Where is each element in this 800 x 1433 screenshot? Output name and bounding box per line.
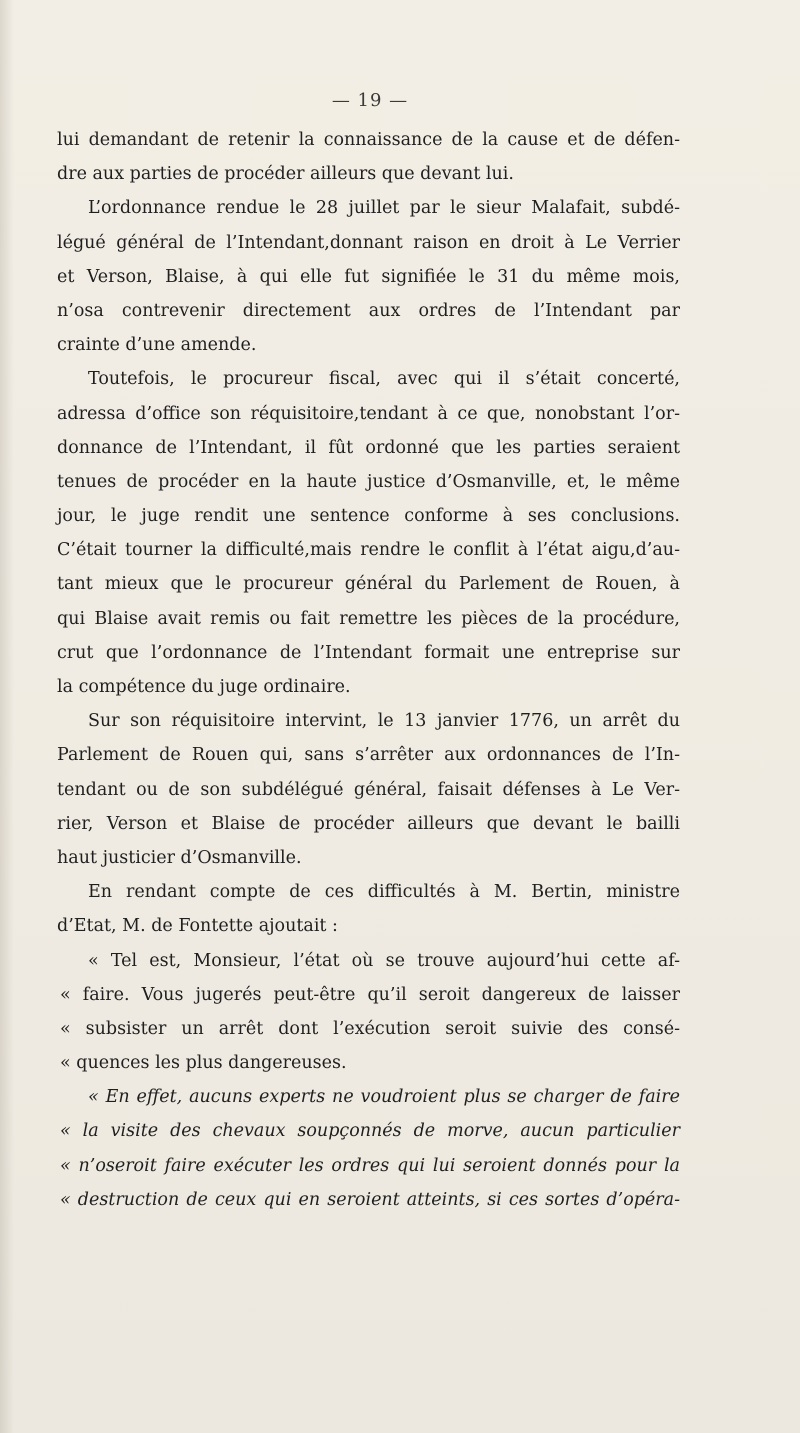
text-line: légué général de l’Intendant,donnant raison en droit à Le Verrier: [57, 232, 680, 253]
text-line: « destruction de ceux qui en seroient atteints, si ces sortes d’opéra-: [60, 1189, 680, 1210]
text-line: rier, Verson et Blaise de procéder ailleurs que devant le bailli: [57, 813, 680, 834]
text-line: dre aux parties de procéder ailleurs que devant lui.: [57, 164, 514, 185]
text-line: « En effet, aucuns experts ne voudroient plus se charger de faire: [88, 1087, 680, 1108]
body-text: [57, 123, 680, 1217]
text-line: d’Etat, M. de Fontette ajoutait :: [57, 916, 338, 937]
text-line: crut que l’ordonnance de l’Intendant formait une entreprise sur: [57, 642, 680, 663]
text-line: la compétence du juge ordinaire.: [57, 677, 351, 697]
text-line: jour, le juge rendit une sentence conforme à ses conclusions.: [57, 506, 680, 527]
text-line: tenues de procéder en la haute justice d’Osmanville, et, le même: [57, 471, 680, 492]
text-line: tendant ou de son subdélégué général, faisait défenses à Le Ver-: [57, 779, 680, 800]
text-line: Sur son réquisitoire intervint, le 13 janvier 1776, un arrêt du: [88, 711, 680, 732]
text-line: adressa d’office son réquisitoire,tendant à ce que, nonobstant l’or-: [57, 403, 680, 424]
text-line: qui Blaise avait remis ou fait remettre les pièces de la procédure,: [57, 608, 680, 629]
text-line: « subsister un arrêt dont l’exécution seroit suivie des consé-: [60, 1018, 680, 1039]
text-line: C’était tourner la difficulté,mais rendre le conflit à l’état aigu,d’au-: [57, 540, 680, 561]
text-line: tant mieux que le procureur général du Parlement de Rouen, à: [57, 574, 680, 595]
text-line: n’osa contrevenir directement aux ordres de l’Intendant par: [57, 300, 680, 321]
text-line: Toutefois, le procureur fiscal, avec qui il s’était concerté,: [88, 369, 680, 390]
text-line: « n’oseroit faire exécuter les ordres qui lui seroient donnés pour la: [60, 1155, 680, 1176]
text-line: crainte d’une amende.: [57, 335, 257, 356]
text-line: « la visite des chevaux soupçonnés de morve, aucun particulier: [60, 1121, 680, 1142]
text-line: haut justicier d’Osmanville.: [57, 847, 302, 868]
text-line: donnance de l’Intendant, il fût ordonné que les parties seraient: [57, 437, 680, 458]
text-line: Parlement de Rouen qui, sans s’arrêter aux ordonnances de l’In-: [57, 745, 680, 766]
text-line: et Verson, Blaise, à qui elle fut signifiée le 31 du même mois,: [57, 266, 680, 287]
text-line: En rendant compte de ces difficultés à M. Bertin, ministre: [88, 882, 680, 903]
page-binding-shadow: [0, 0, 14, 1433]
text-line: « faire. Vous jugerés peut-être qu’il seroit dangereux de laisser: [60, 984, 680, 1005]
text-line: « quences les plus dangereuses.: [60, 1053, 347, 1074]
page-number: — 19 —: [331, 90, 409, 111]
text-line: lui demandant de retenir la connaissance de la cause et de défen-: [57, 130, 680, 150]
text-line: « Tel est, Monsieur, l’état où se trouve aujourd’hui cette af-: [88, 950, 680, 971]
text-line: L’ordonnance rendue le 28 juillet par le sieur Malafait, subdé-: [88, 198, 680, 219]
